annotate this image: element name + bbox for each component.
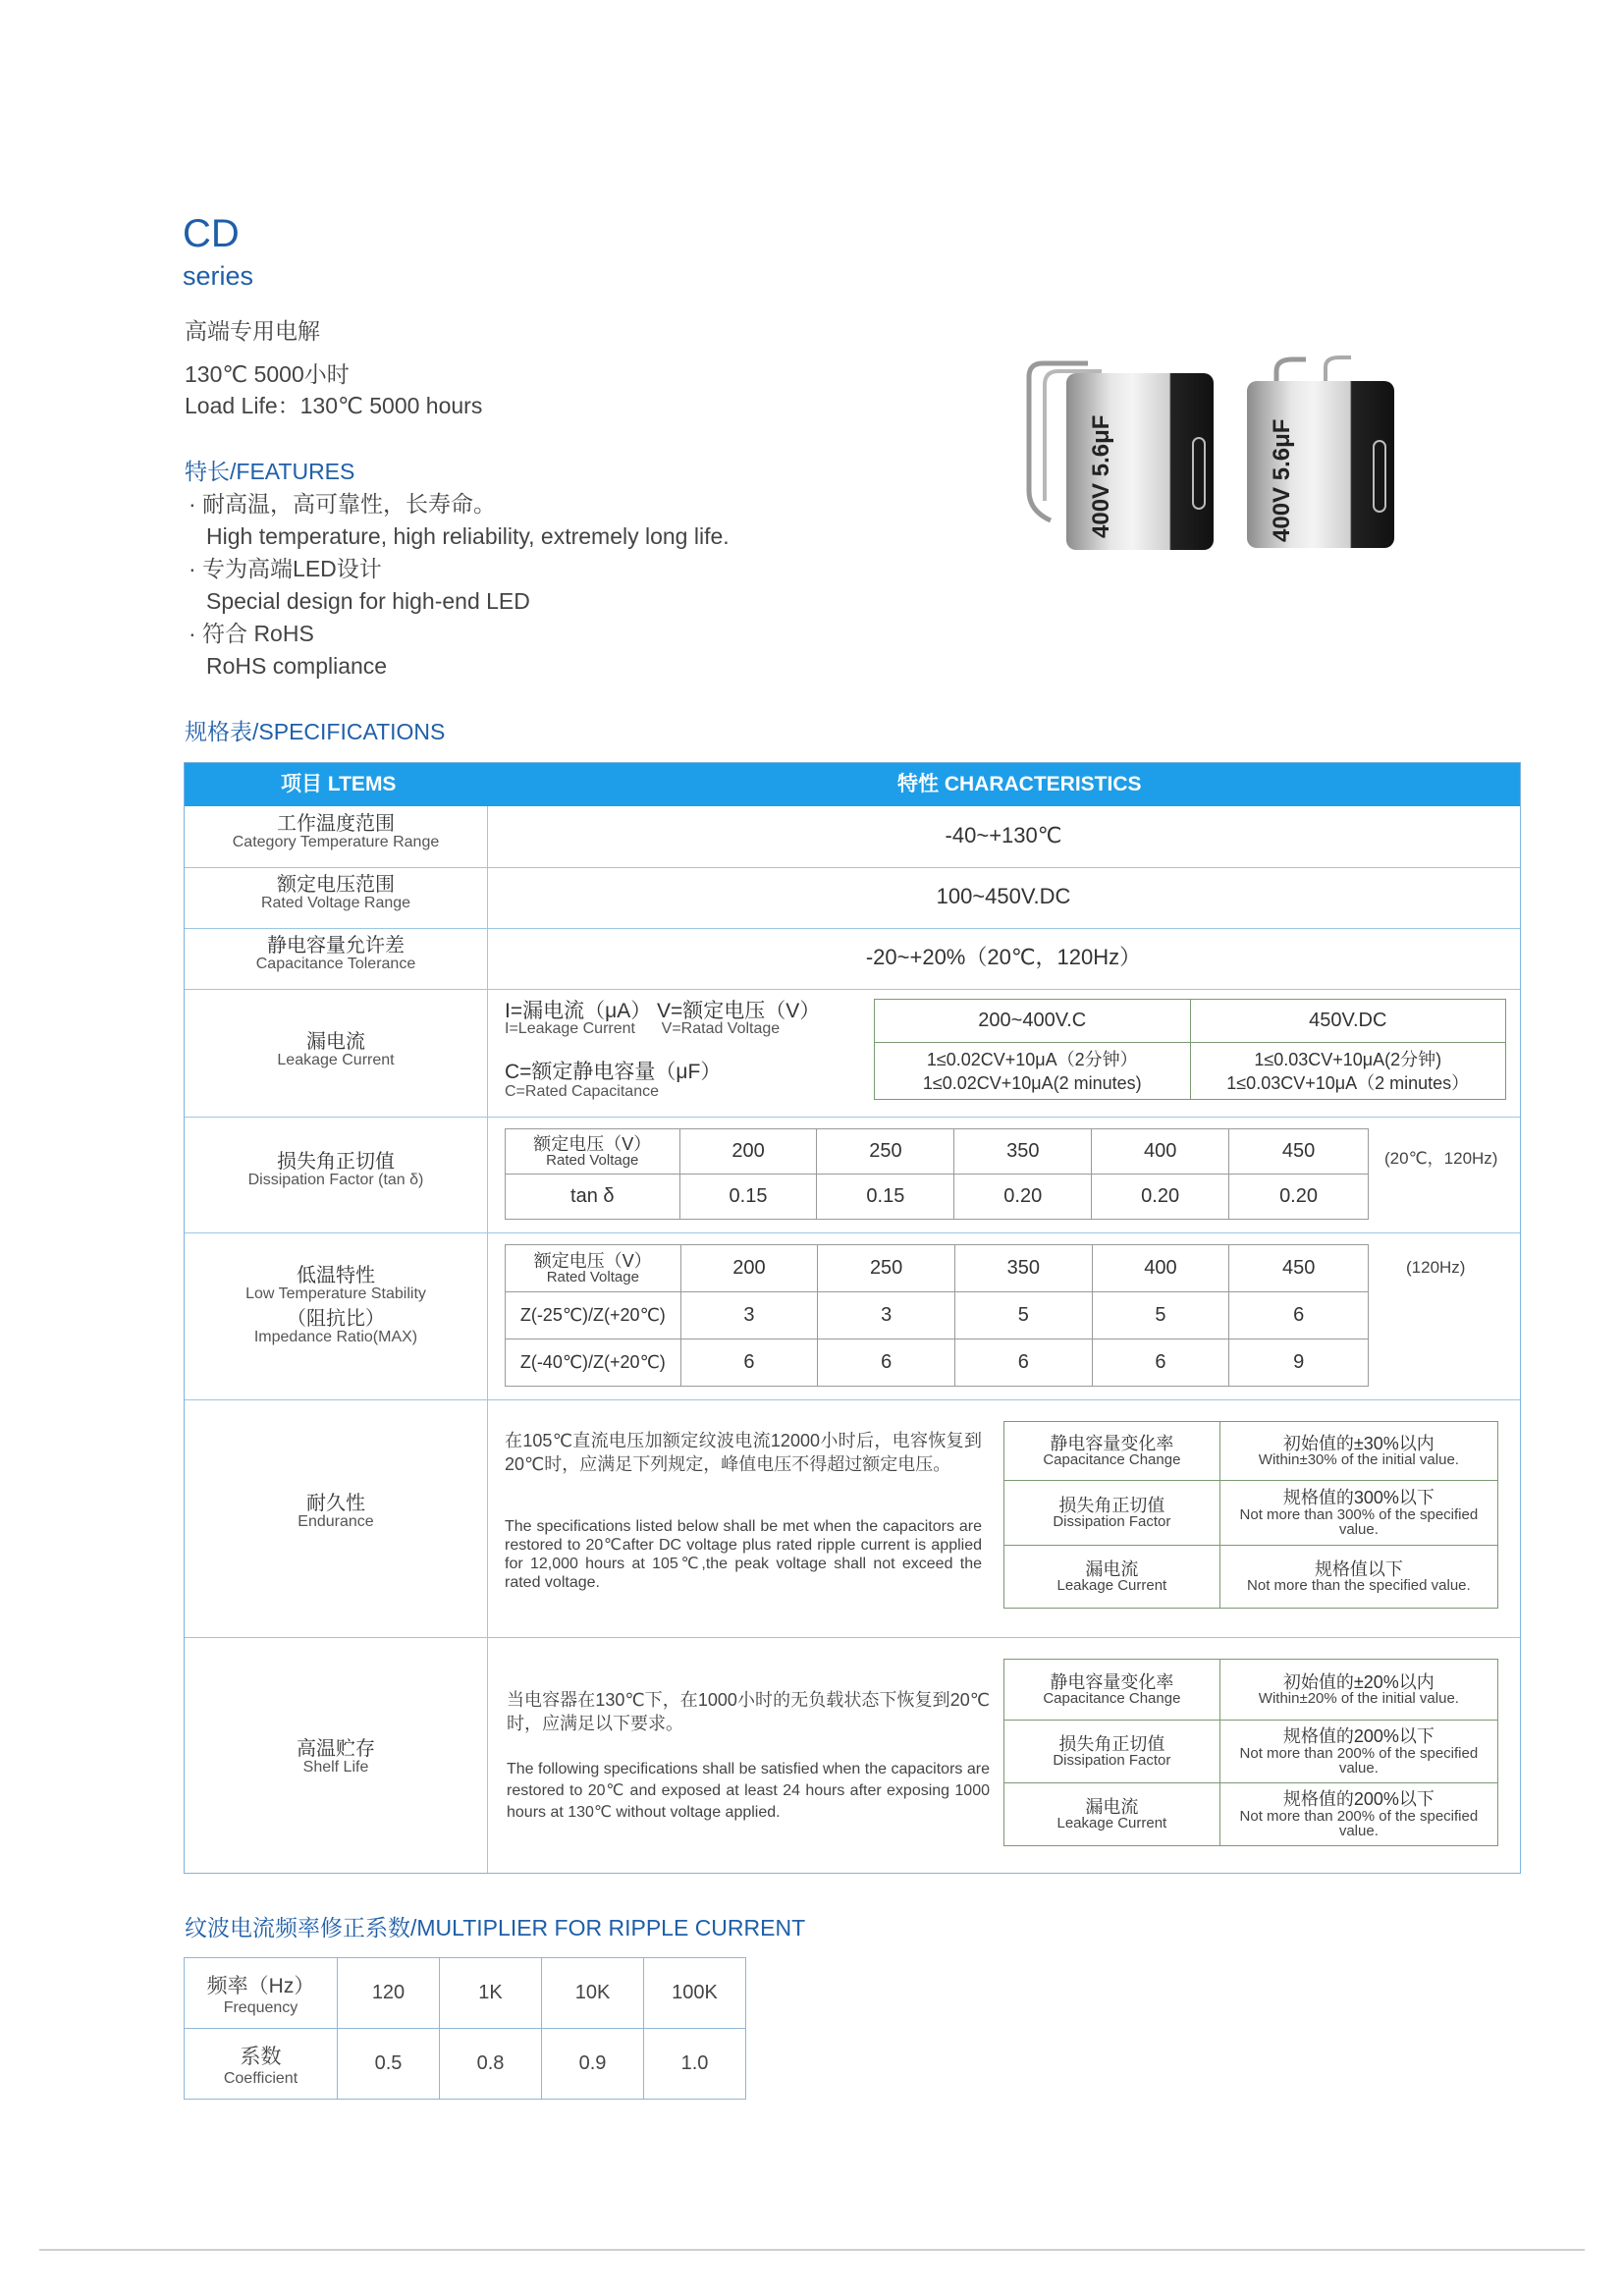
- row-divider: [185, 867, 1520, 868]
- row-endurance-label: [185, 1494, 487, 1531]
- ripple-coefficient-cell: 1.0: [644, 2029, 746, 2100]
- lowtemp-row1-cell: 6: [1229, 1292, 1369, 1339]
- lowtemp-row2-cell: 9: [1229, 1339, 1369, 1387]
- shelf-text-en: The following specifications shall be satisfied when the capacitors are restored to 20℃ and exposed at least 24 hours after exposing 1000 hours at 130℃ without voltage applied.: [507, 1761, 990, 1821]
- shelf-text-zh: 当电容器在130℃下，在1000小时的无负载状态下恢复到20℃时，应满足以下要求。: [507, 1690, 990, 1733]
- endurance-item-zh: 静电容量变化率: [1050, 1433, 1174, 1453]
- row-lowtemp-en: Low Temperature Stability: [245, 1285, 426, 1302]
- leakage-i-def-en: I=Leakage Current V=Ratad Voltage: [505, 1020, 781, 1037]
- row-capacitance-value: -20~+20%（20℃，120Hz）: [865, 945, 1142, 969]
- endurance-text-zh: 在105℃直流电压加额定纹波电流12000小时后，电容恢复到20℃时，应满足下列规定，峰值电压不得超过额定电压。: [505, 1431, 982, 1474]
- shelf-value-en: Not more than 200% of the specified value.: [1239, 1744, 1479, 1777]
- leakage-col2-value: [1190, 1043, 1506, 1100]
- endurance-table: [1003, 1421, 1498, 1609]
- endurance-value-zh: 规格值以下: [1314, 1558, 1403, 1579]
- dissipation-tan-cell: 0.15: [679, 1175, 817, 1220]
- shelf-table: [1003, 1659, 1498, 1846]
- header-items: 项目 LTEMS: [281, 773, 397, 795]
- shelf-item-zh: 静电容量变化率: [1050, 1671, 1174, 1692]
- capacitor-icon: [1247, 354, 1414, 570]
- row-shelf-en: Shelf Life: [302, 1759, 369, 1776]
- row-endurance-zh: 耐久性: [306, 1493, 365, 1514]
- ripple-frequency-cell: 10K: [542, 1958, 644, 2029]
- shelf-value: [1219, 1783, 1497, 1846]
- row-divider: [185, 989, 1520, 990]
- shelf-value: [1219, 1660, 1497, 1721]
- capacitor-marking: 400V 5.6μF: [1088, 414, 1114, 538]
- dissipation-tan-cell: 0.20: [1229, 1175, 1369, 1220]
- ripple-frequency-cell: 120: [338, 1958, 440, 2029]
- feature-1-en: High temperature, high reliability, extremely long life.: [206, 523, 730, 549]
- dissipation-rv-zh: 额定电压（V）: [533, 1133, 652, 1154]
- row-temp-en: Category Temperature Range: [232, 834, 440, 850]
- row-voltage-en: Rated Voltage Range: [260, 895, 411, 911]
- leakage-c-def-en: C=Rated Capacitance: [505, 1083, 659, 1100]
- ripple-freq-en: Frequency: [223, 1998, 298, 2016]
- lowtemp-voltage-cell: 250: [818, 1245, 955, 1292]
- dissipation-tan-cell: 0.15: [817, 1175, 954, 1220]
- ripple-heading: 纹波电流频率修正系数/MULTIPLIER FOR RIPPLE CURRENT: [185, 1915, 806, 1941]
- endurance-item: [1004, 1546, 1220, 1609]
- capacitor-icon: [1011, 354, 1227, 570]
- dissipation-tan-label: tan δ: [506, 1175, 680, 1220]
- leakage-col1-l1: 1≤0.02CV+10μA（2分钟）: [926, 1049, 1138, 1069]
- endurance-text-en: The specifications listed below shall be met when the capacitors are restored to 20℃after DC voltage plus rated ripple current is applied for 12,000 hours at 105℃,the peak voltage shall not exceed the rated voltage.: [505, 1518, 982, 1591]
- lowtemp-row1-cell: 3: [818, 1292, 955, 1339]
- row-capacitance-en: Capacitance Tolerance: [255, 956, 416, 972]
- leakage-col2-l1: 1≤0.03CV+10μA(2分钟): [1254, 1049, 1442, 1069]
- specifications-table: [184, 762, 1521, 1874]
- shelf-value-en: Not more than 200% of the specified value.: [1239, 1807, 1479, 1839]
- endurance-item: [1004, 1422, 1220, 1481]
- shelf-value-zh: 规格值的200%以下: [1282, 1726, 1435, 1747]
- lowtemp-row2-cell: 6: [680, 1339, 818, 1387]
- endurance-item-en: Leakage Current: [1056, 1577, 1167, 1595]
- row-leakage-label: [185, 1032, 487, 1069]
- shelf-item: [1004, 1783, 1220, 1846]
- shelf-item-zh: 损失角正切值: [1058, 1733, 1165, 1754]
- shelf-item: [1004, 1721, 1220, 1783]
- row-divider: [185, 1117, 1520, 1118]
- row-capacitance-zh: 静电容量允许差: [267, 935, 405, 957]
- dissipation-voltage-cell: 400: [1092, 1129, 1229, 1175]
- intro-load-life: Load Life：130℃ 5000 hours: [185, 393, 483, 418]
- feature-2-zh: · 专为高端LED设计: [189, 556, 382, 581]
- endurance-item-en: Dissipation Factor: [1053, 1513, 1171, 1531]
- shelf-value-zh: 初始值的±20%以内: [1282, 1671, 1435, 1692]
- leakage-col1-l2: 1≤0.02CV+10μA(2 minutes): [922, 1072, 1142, 1093]
- feature-3-zh: · 符合 RoHS: [189, 621, 314, 646]
- ripple-freq-zh: 频率（Hz）: [206, 1974, 315, 1997]
- row-capacitance-label: [185, 936, 487, 973]
- specifications-heading: 规格表/SPECIFICATIONS: [185, 719, 446, 744]
- endurance-item-zh: 损失角正切值: [1058, 1495, 1165, 1515]
- lowtemp-row2-label: Z(-40℃)/Z(+20℃): [506, 1339, 681, 1387]
- intro-zh: 高端专用电解: [185, 318, 320, 344]
- row-lowtemp-zh2: （阻抗比）: [287, 1307, 385, 1330]
- dissipation-voltage-cell: 250: [817, 1129, 954, 1175]
- ripple-table: [184, 1957, 746, 2100]
- endurance-value: [1219, 1481, 1497, 1546]
- leakage-table: [874, 999, 1506, 1100]
- endurance-value-en: Within±30% of the initial value.: [1258, 1451, 1459, 1469]
- dissipation-note: (20℃，120Hz): [1384, 1149, 1498, 1168]
- spec-header-row: [185, 763, 1520, 806]
- row-temp-zh: 工作温度范围: [277, 813, 395, 835]
- lowtemp-voltage-cell: 450: [1229, 1245, 1369, 1292]
- row-divider: [185, 1399, 1520, 1400]
- row-leakage-en: Leakage Current: [277, 1052, 395, 1068]
- leakage-col2-head: 450V.DC: [1190, 1000, 1506, 1043]
- dissipation-tan-cell: 0.20: [954, 1175, 1092, 1220]
- shelf-value-zh: 规格值的200%以下: [1282, 1789, 1435, 1810]
- intro-temp: 130℃ 5000小时: [185, 361, 350, 387]
- endurance-value-en: Not more than the specified value.: [1247, 1577, 1471, 1595]
- row-voltage-value: 100~450V.DC: [936, 884, 1071, 908]
- lowtemp-row1-label: Z(-25℃)/Z(+20℃): [506, 1292, 681, 1339]
- row-lowtemp-zh: 低温特性: [297, 1265, 375, 1286]
- lowtemp-rv-en: Rated Voltage: [546, 1269, 639, 1286]
- endurance-value: [1219, 1422, 1497, 1481]
- row-divider: [185, 1232, 1520, 1233]
- ripple-coefficient-header: [185, 2029, 338, 2100]
- feature-3-en: RoHS compliance: [206, 653, 388, 679]
- dissipation-voltage-cell: 450: [1229, 1129, 1369, 1175]
- leakage-c-def-zh: C=额定静电容量（μF）: [505, 1061, 722, 1083]
- lowtemp-voltage-cell: 350: [954, 1245, 1092, 1292]
- series-title: CD: [183, 212, 240, 255]
- endurance-item: [1004, 1481, 1220, 1546]
- row-voltage-label: [185, 875, 487, 912]
- lowtemp-rv-zh: 额定电压（V）: [533, 1250, 652, 1271]
- endurance-item-en: Capacitance Change: [1043, 1451, 1181, 1469]
- ripple-coefficient-cell: 0.9: [542, 2029, 644, 2100]
- features-heading: 特长/FEATURES: [185, 459, 355, 484]
- lowtemp-row1-cell: 5: [1092, 1292, 1229, 1339]
- row-leakage-zh: 漏电流: [306, 1031, 365, 1053]
- endurance-value-en: Not more than 300% of the specified value.: [1239, 1505, 1479, 1538]
- dissipation-tan-cell: 0.20: [1092, 1175, 1229, 1220]
- row-voltage-zh: 额定电压范围: [277, 874, 395, 896]
- dissipation-rv-header: [506, 1129, 680, 1175]
- lowtemp-row2-cell: 6: [954, 1339, 1092, 1387]
- row-shelf-label: [185, 1739, 487, 1777]
- row-shelf-zh: 高温贮存: [297, 1738, 375, 1760]
- lowtemp-voltage-cell: 200: [680, 1245, 818, 1292]
- ripple-frequency-header: [185, 1958, 338, 2029]
- header-characteristics: 特性 CHARACTERISTICS: [897, 773, 1142, 795]
- lowtemp-row1-cell: 5: [954, 1292, 1092, 1339]
- ripple-coefficient-cell: 0.8: [440, 2029, 542, 2100]
- dissipation-voltage-cell: 200: [679, 1129, 817, 1175]
- row-divider: [185, 928, 1520, 929]
- row-lowtemp-en2: Impedance Ratio(MAX): [253, 1328, 418, 1345]
- lowtemp-note: (120Hz): [1406, 1258, 1466, 1277]
- row-dissipation-zh: 损失角正切值: [277, 1151, 395, 1173]
- capacitor-marking: 400V 5.6μF: [1269, 418, 1295, 542]
- shelf-item-en: Capacitance Change: [1043, 1690, 1181, 1708]
- dissipation-rv-en: Rated Voltage: [546, 1152, 639, 1170]
- feature-1-zh: · 耐高温，高可靠性，长寿命。: [189, 491, 497, 517]
- shelf-item-en: Dissipation Factor: [1053, 1752, 1171, 1770]
- bottom-rule: [39, 2249, 1585, 2251]
- endurance-item-zh: 漏电流: [1085, 1558, 1139, 1579]
- leakage-col2-l2: 1≤0.03CV+10μA（2 minutes）: [1226, 1072, 1470, 1093]
- row-lowtemp-label: [185, 1266, 487, 1346]
- endurance-value-zh: 初始值的±30%以内: [1282, 1433, 1435, 1453]
- series-subtitle: series: [183, 261, 254, 291]
- row-dissipation-en: Dissipation Factor (tan δ): [247, 1172, 424, 1188]
- endurance-value: [1219, 1546, 1497, 1609]
- row-divider: [185, 1637, 1520, 1638]
- lowtemp-rv-header: [506, 1245, 681, 1292]
- ripple-coef-zh: 系数: [240, 2045, 282, 2068]
- ripple-coef-en: Coefficient: [223, 2069, 298, 2087]
- lowtemp-row2-cell: 6: [818, 1339, 955, 1387]
- leakage-col1-value: [875, 1043, 1191, 1100]
- leakage-col1-head: 200~400V.C: [875, 1000, 1191, 1043]
- shelf-value-en: Within±20% of the initial value.: [1258, 1690, 1459, 1708]
- shelf-item: [1004, 1660, 1220, 1721]
- dissipation-table: [505, 1128, 1369, 1220]
- shelf-item-zh: 漏电流: [1085, 1796, 1139, 1817]
- row-temp-label: [185, 814, 487, 851]
- lowtemp-row1-cell: 3: [680, 1292, 818, 1339]
- endurance-value-zh: 规格值的300%以下: [1282, 1488, 1435, 1508]
- row-dissipation-label: [185, 1152, 487, 1189]
- shelf-item-en: Leakage Current: [1056, 1815, 1167, 1832]
- ripple-frequency-cell: 1K: [440, 1958, 542, 2029]
- lowtemp-row2-cell: 6: [1092, 1339, 1229, 1387]
- ripple-coefficient-cell: 0.5: [338, 2029, 440, 2100]
- ripple-frequency-cell: 100K: [644, 1958, 746, 2029]
- row-endurance-en: Endurance: [298, 1513, 374, 1530]
- shelf-value: [1219, 1721, 1497, 1783]
- dissipation-voltage-cell: 350: [954, 1129, 1092, 1175]
- lowtemp-table: [505, 1244, 1369, 1387]
- lowtemp-voltage-cell: 400: [1092, 1245, 1229, 1292]
- leakage-i-def-zh: I=漏电流（μA） V=额定电压（V）: [505, 1000, 821, 1022]
- feature-2-en: Special design for high-end LED: [206, 588, 530, 614]
- row-temp-value: -40~+130℃: [945, 823, 1062, 847]
